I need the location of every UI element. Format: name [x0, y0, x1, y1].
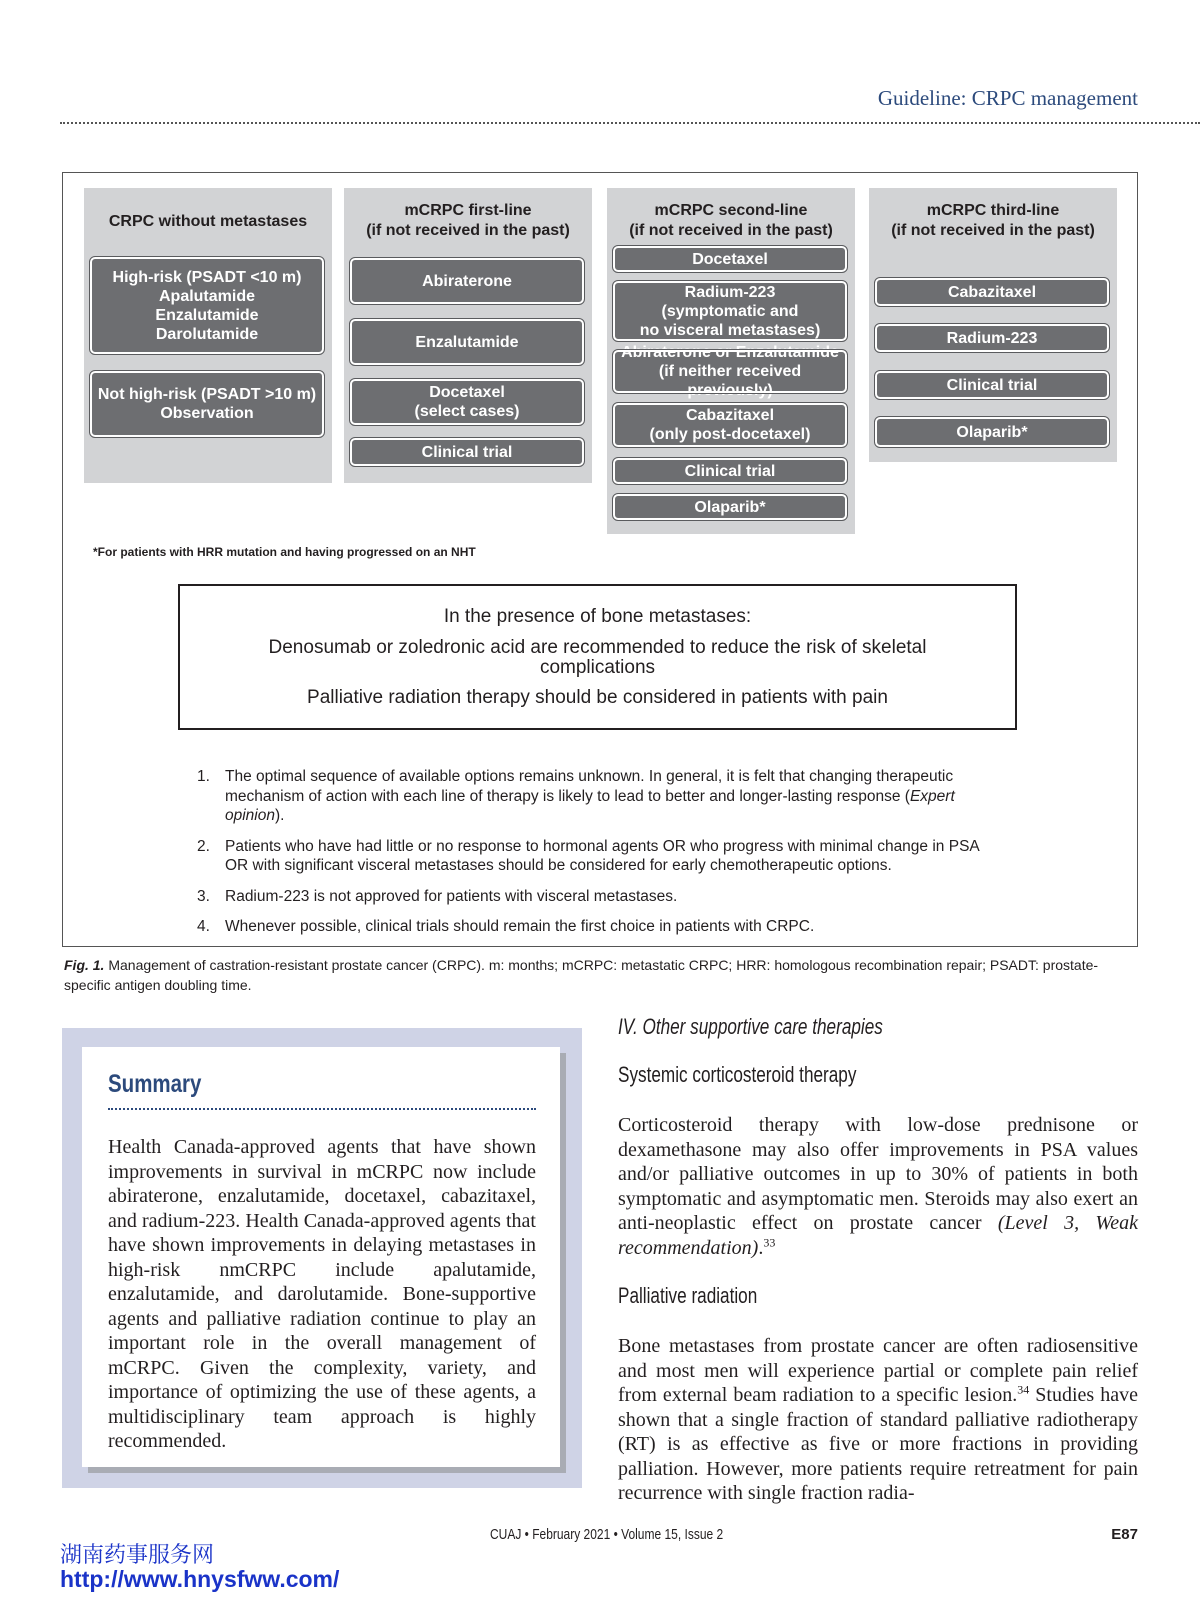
heading-line: (if not received in the past) — [891, 222, 1095, 239]
treatment-box — [613, 281, 847, 341]
treatment-box — [875, 324, 1109, 352]
summary-title: Summary — [108, 1070, 202, 1098]
box-line: (symptomatic and — [661, 302, 799, 320]
box-line: Radium-223 — [946, 329, 1038, 347]
watermark-chinese: 湖南药事服务网 — [60, 1543, 215, 1568]
box-line: Cabazitaxel — [685, 407, 775, 424]
box-line: Radium-223 — [684, 283, 776, 301]
box-line: High-risk (PSADT <10 m) — [112, 268, 302, 286]
box-line: Not high-risk (PSADT >10 m) — [97, 386, 317, 403]
para-rest: Studies have shown that a single fraction of standard palliative radiotherapy (RT) is as effective as five or more fractions in providing palliation. However, more patients require retreatment for pain recurrence with single fraction radia- — [618, 1384, 1138, 1504]
figure-notes — [197, 767, 997, 948]
bone-box-line: Palliative radiation therapy should be considered in patients with pain — [307, 687, 888, 708]
treatment-box — [350, 258, 584, 304]
heading-line: mCRPC third-line — [926, 202, 1060, 219]
column-heading — [869, 201, 1117, 241]
column-third-line — [869, 188, 1117, 462]
reference-marker: 34 — [1017, 1382, 1030, 1397]
bone-box-heading: In the presence of bone metastases: — [443, 606, 752, 627]
footer-page-number: E87 — [1111, 1526, 1138, 1543]
treatment-box — [90, 371, 324, 437]
para-italic: (Level 3, Weak recommendation) — [618, 1212, 1138, 1259]
heading-line: CRPC without metastases — [108, 213, 308, 230]
note-number: 4. — [197, 918, 210, 935]
figure-footnote: *For patients with HRR mutation and having progressed on an NHT — [93, 545, 476, 559]
note-text: The optimal sequence of available options remains unknown. In general, it is felt that changing therapeutic mechanism of action with each line of therapy is likely to lead to better and longer-lasting response ( — [225, 768, 954, 805]
note-text: Radium-223 is not approved for patients with visceral metastases. — [225, 887, 678, 905]
note-item — [197, 917, 997, 937]
treatment-box — [350, 319, 584, 365]
treatment-box — [875, 417, 1109, 447]
heading-line: (if not received in the past) — [629, 222, 833, 239]
subheading-palliative-radiation: Palliative radiation — [618, 1283, 758, 1308]
box-line: (if neither received previously) — [658, 363, 802, 399]
figure-caption — [64, 955, 1144, 995]
column-crpc-no-metastases — [84, 188, 332, 483]
bone-box-line: Denosumab or zoledronic acid are recommended to reduce the risk of skeletal complications — [268, 637, 927, 678]
summary-rule — [108, 1108, 536, 1110]
note-number: 2. — [197, 837, 210, 855]
note-item — [197, 767, 997, 826]
column-heading — [344, 201, 592, 241]
subheading-corticosteroid: Systemic corticosteroid therapy — [618, 1062, 857, 1087]
header-rule — [60, 122, 1200, 124]
box-line: Clinical trial — [946, 376, 1038, 394]
treatment-box — [90, 257, 324, 354]
treatment-box — [613, 344, 847, 399]
summary-text: Health Canada-approved agents that have shown improvements in survival in mCRPC now include abiraterone, enzalutamide, docetaxel, cabazitaxel, and radium-223. Health Canada-approved agents that have shown improvements in delaying metastases in high-risk nmCRPC include apalutamide, enzalutamide, and darolutamide. Bone-supportive agents and palliative radiation continue to play an important role in the overall management of mCRPC. Given the complexity, variety, and importance of optimizing the use of these agents, a multidisciplinary team approach is highly recommended. — [108, 1136, 536, 1452]
box-line: Apalutamide — [158, 287, 255, 305]
treatment-box — [613, 246, 847, 272]
treatment-box — [613, 403, 847, 447]
box-line: Enzalutamide — [155, 306, 259, 324]
note-text: Whenever possible, clinical trials should remain the first choice in patients with CRPC. — [225, 918, 815, 935]
box-line: Clinical trial — [684, 462, 776, 480]
box-line: Docetaxel — [429, 384, 505, 401]
treatment-box — [613, 458, 847, 484]
running-head: Guideline: CRPC management — [877, 86, 1138, 110]
column-heading — [84, 212, 332, 232]
box-line: Docetaxel — [692, 250, 768, 268]
treatment-box — [613, 494, 847, 520]
box-line: (select cases) — [414, 403, 520, 420]
note-number: 1. — [197, 768, 210, 785]
box-line: Abiraterone — [422, 272, 512, 290]
box-line: Darolutamide — [155, 325, 259, 343]
bone-metastases-box — [178, 584, 1017, 730]
box-line: Clinical trial — [421, 443, 513, 461]
para-text: Bone metastases from prostate cancer are often radiosensitive and most men will experience partial or complete pain relief from external beam radiation to a specific lesion. — [618, 1335, 1138, 1406]
note-tail: ). — [275, 807, 285, 824]
treatment-box — [350, 438, 584, 466]
note-italic: Expert opinion — [225, 787, 955, 824]
heading-line: mCRPC second-line — [654, 202, 808, 219]
paragraph-palliative-radiation — [618, 1334, 1138, 1506]
footer-journal: CUAJ • February 2021 • Volume 15, Issue 2 — [490, 1526, 724, 1543]
box-line: Enzalutamide — [415, 333, 519, 351]
caption-text: Management of castration-resistant prostate cancer (CRPC). m: months; mCRPC: metastatic CRPC; HRR: homologous recombination repair; PSADT: prostate-specific antigen doubling time. — [64, 957, 1099, 993]
column-second-line — [607, 188, 855, 534]
section-heading: IV. Other supportive care therapies — [618, 1014, 883, 1039]
box-line: Olaparib* — [956, 423, 1028, 441]
treatment-box — [350, 379, 584, 425]
box-line: Cabazitaxel — [947, 283, 1037, 301]
note-item — [197, 887, 997, 907]
note-number: 3. — [197, 887, 210, 905]
column-first-line — [344, 188, 592, 483]
treatment-box — [875, 278, 1109, 306]
note-text: Patients who have had little or no response to hormonal agents OR who progress with minimal change in PSA OR with significant visceral metastases should be considered for early chemotherapeutic options. — [225, 837, 979, 874]
paragraph-corticosteroid — [618, 1113, 1138, 1260]
para-text: Corticosteroid therapy with low-dose prednisone or dexamethasone may also offer improvements in PSA values and/or palliative outcomes in up to 30% of patients in both symptomatic and asymptomatic men. Steroids may also exert an anti-neoplastic effect on prostate cancer — [618, 1114, 1138, 1234]
note-item — [197, 837, 997, 876]
box-line: Abiraterone or Enzalutamide — [621, 344, 839, 361]
watermark-url[interactable]: http://www.hnysfww.com/ — [60, 1566, 340, 1592]
treatment-box — [875, 371, 1109, 399]
caption-label: Fig. 1. — [64, 957, 105, 973]
heading-line: mCRPC first-line — [404, 202, 532, 219]
reference-marker: 33 — [763, 1234, 776, 1249]
box-line: Olaparib* — [694, 498, 766, 516]
box-line: Observation — [160, 405, 254, 422]
box-line: (only post-docetaxel) — [649, 426, 811, 443]
column-heading — [607, 201, 855, 241]
box-line: no visceral metastases) — [639, 321, 821, 339]
heading-line: (if not received in the past) — [366, 222, 570, 239]
para-end: . — [758, 1236, 764, 1259]
